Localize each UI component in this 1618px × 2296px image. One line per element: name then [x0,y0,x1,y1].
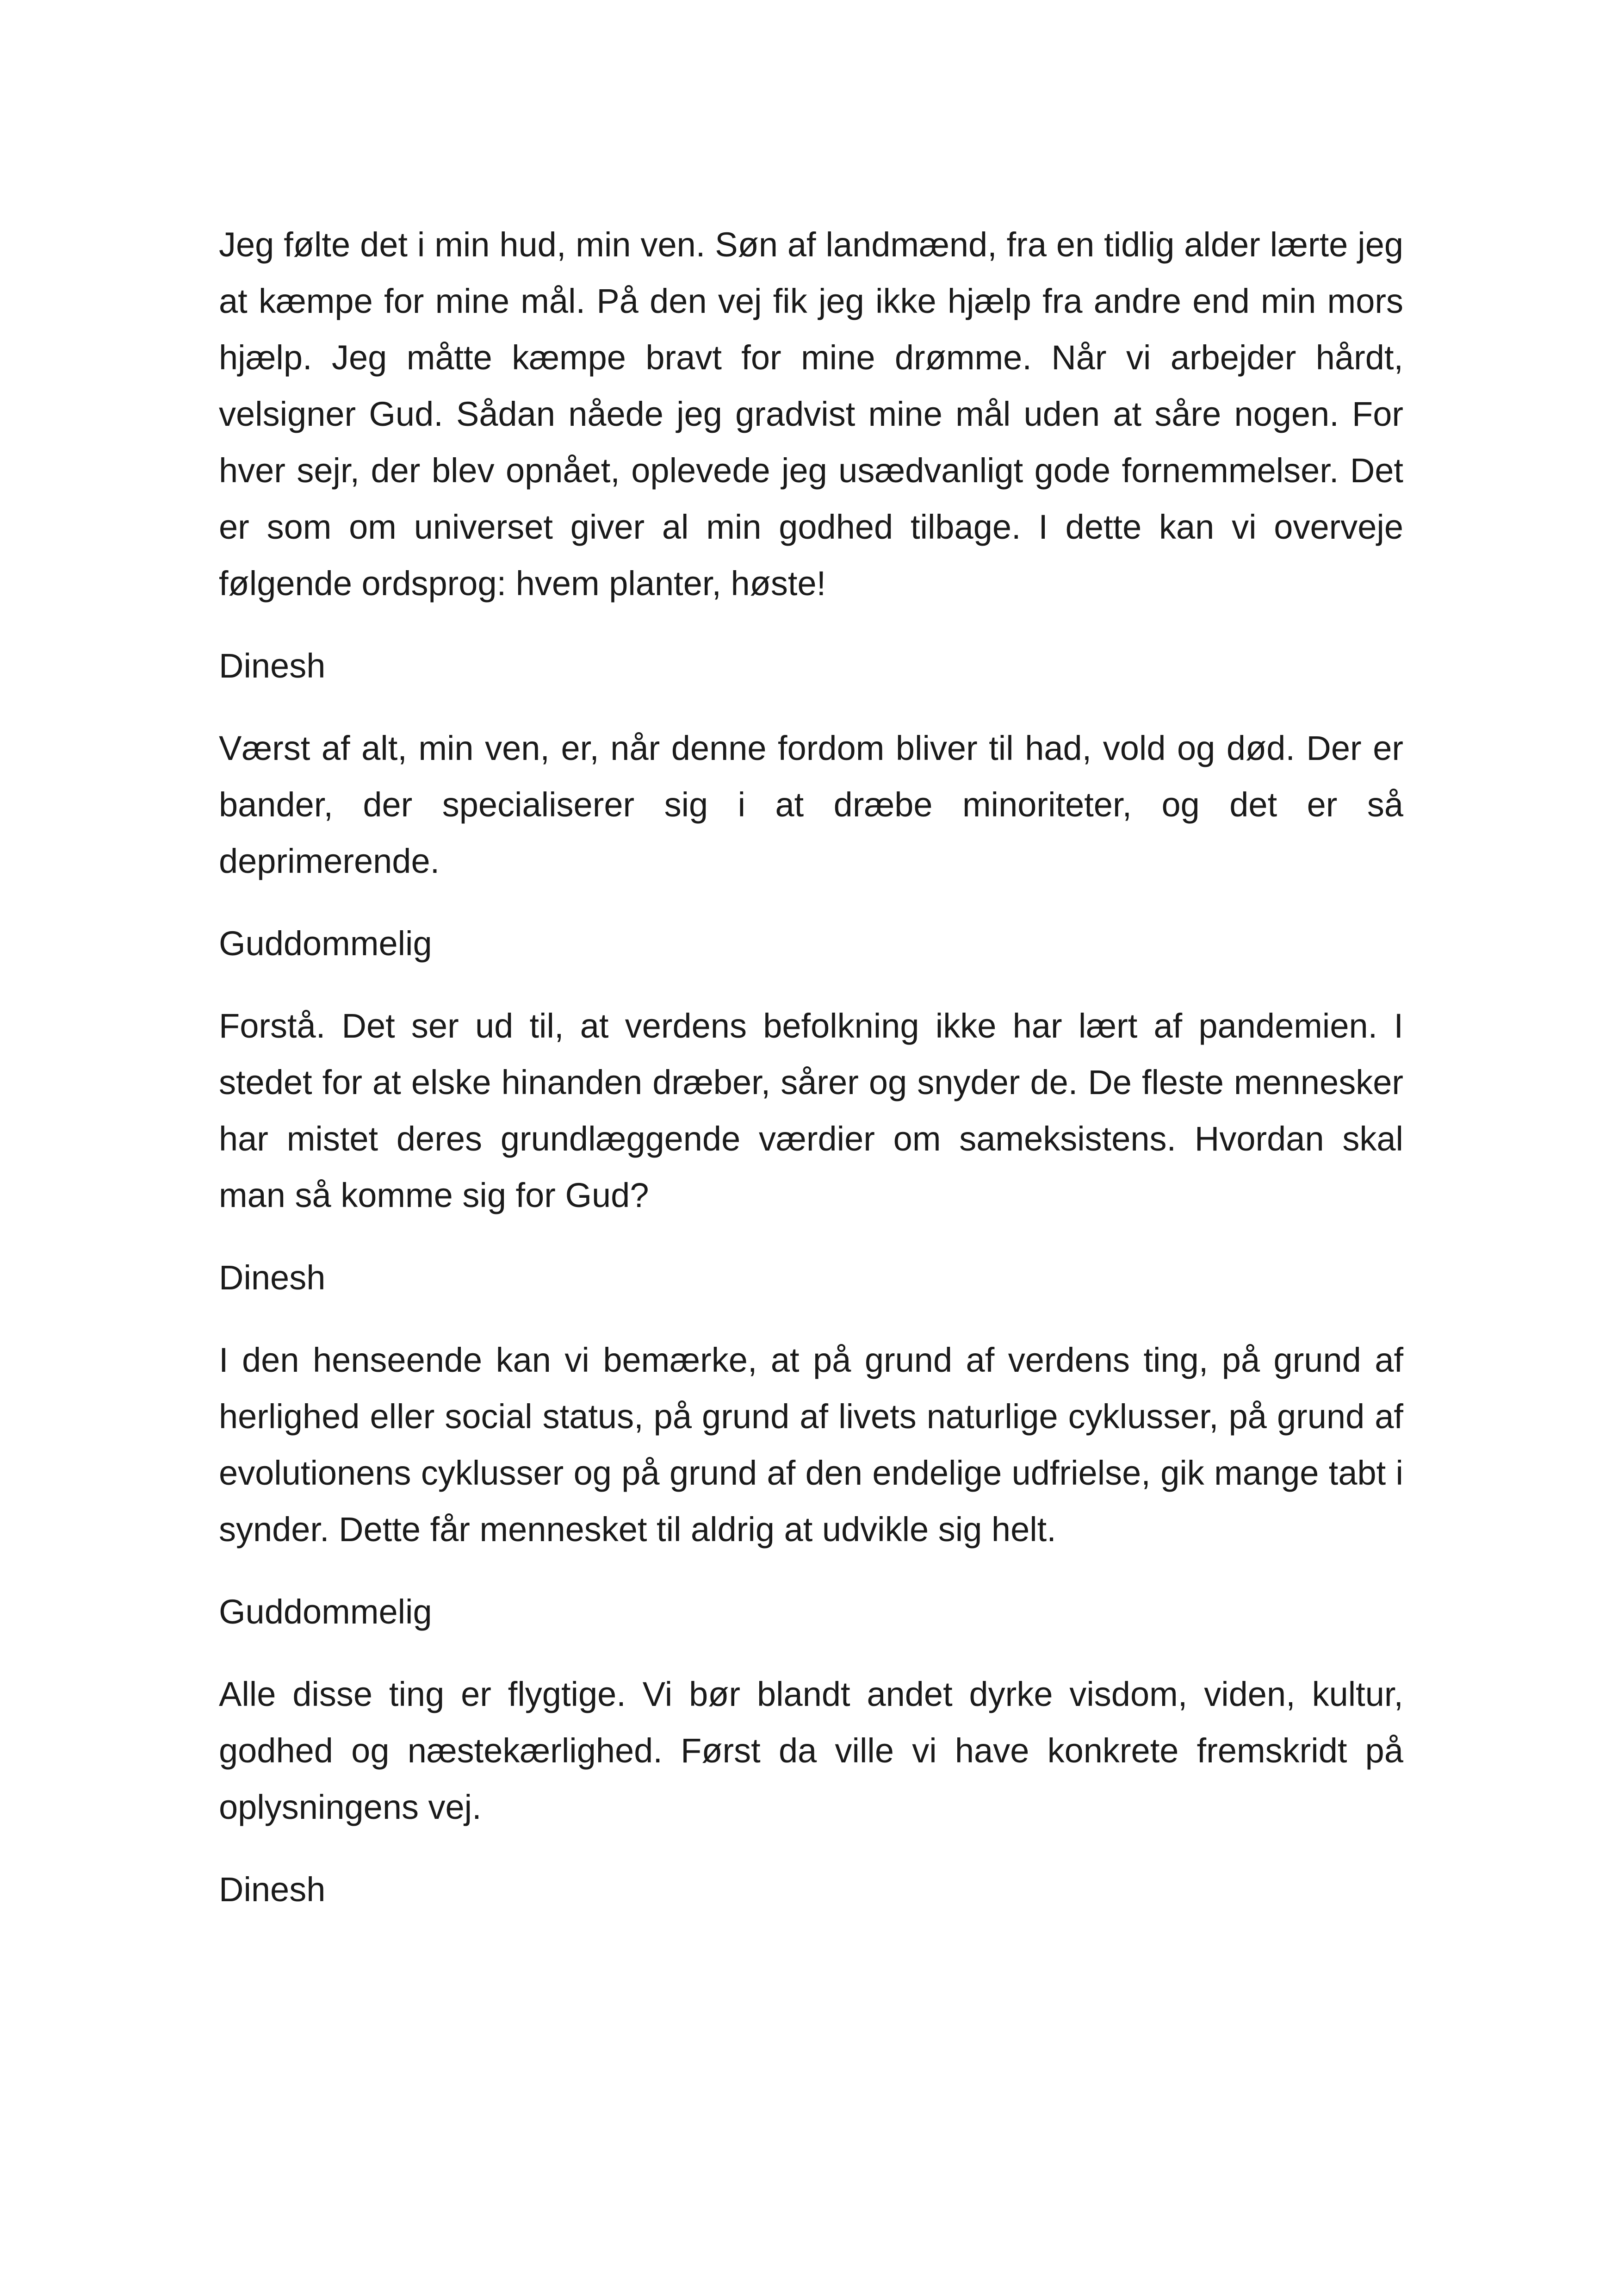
paragraph: Alle disse ting er flygtige. Vi bør blandt andet dyrke visdom, viden, kultur, godhed og næstekærlighed. Først da ville vi have konkrete fremskridt på oplysningens vej. [219,1675,1403,1826]
document-body [219,217,1403,1944]
speaker-name: Dinesh [219,647,326,685]
paragraph: I den henseende kan vi bemærke, at på grund af verdens ting, på grund af herlighed eller social status, på grund af livets naturlige cyklusser, på grund af evolutionens cyklusser og på grund af den endelige udfrielse, gik mange tabt i synder. Dette får mennesket til aldrig at udvikle sig helt. [219,1341,1403,1549]
speaker-name: Dinesh [219,1258,326,1297]
speaker-name: Guddommelig [219,1593,432,1631]
paragraph: Værst af alt, min ven, er, når denne fordom bliver til had, vold og død. Der er bander, der specialiserer sig i at dræbe minoriteter, og det er så deprimerende. [219,729,1403,880]
paragraph: Forstå. Det ser ud til, at verdens befolkning ikke har lært af pandemien. I stedet for at elske hinanden dræber, sårer og snyder de. De fleste mennesker har mistet deres grundlæggende værdier om sameksistens. Hvordan skal man så komme sig for Gud? [219,1007,1403,1214]
speaker-name: Guddommelig [219,924,432,963]
speaker-name: Dinesh [219,1870,326,1909]
paragraph: Jeg følte det i min hud, min ven. Søn af landmænd, fra en tidlig alder lærte jeg at kæmpe for mine mål. På den vej fik jeg ikke hjælp fra andre end min mors hjælp. Jeg måtte kæmpe bravt for mine drømme. Når vi arbejder hårdt, velsigner Gud. Sådan nåede jeg gradvist mine mål uden at såre nogen. For hver sejr, der blev opnået, oplevede jeg usædvanligt gode fornemmelser. Det er som om universet giver al min godhed tilbage. I dette kan vi overveje følgende ordsprog: hvem planter, høste! [219,225,1403,603]
